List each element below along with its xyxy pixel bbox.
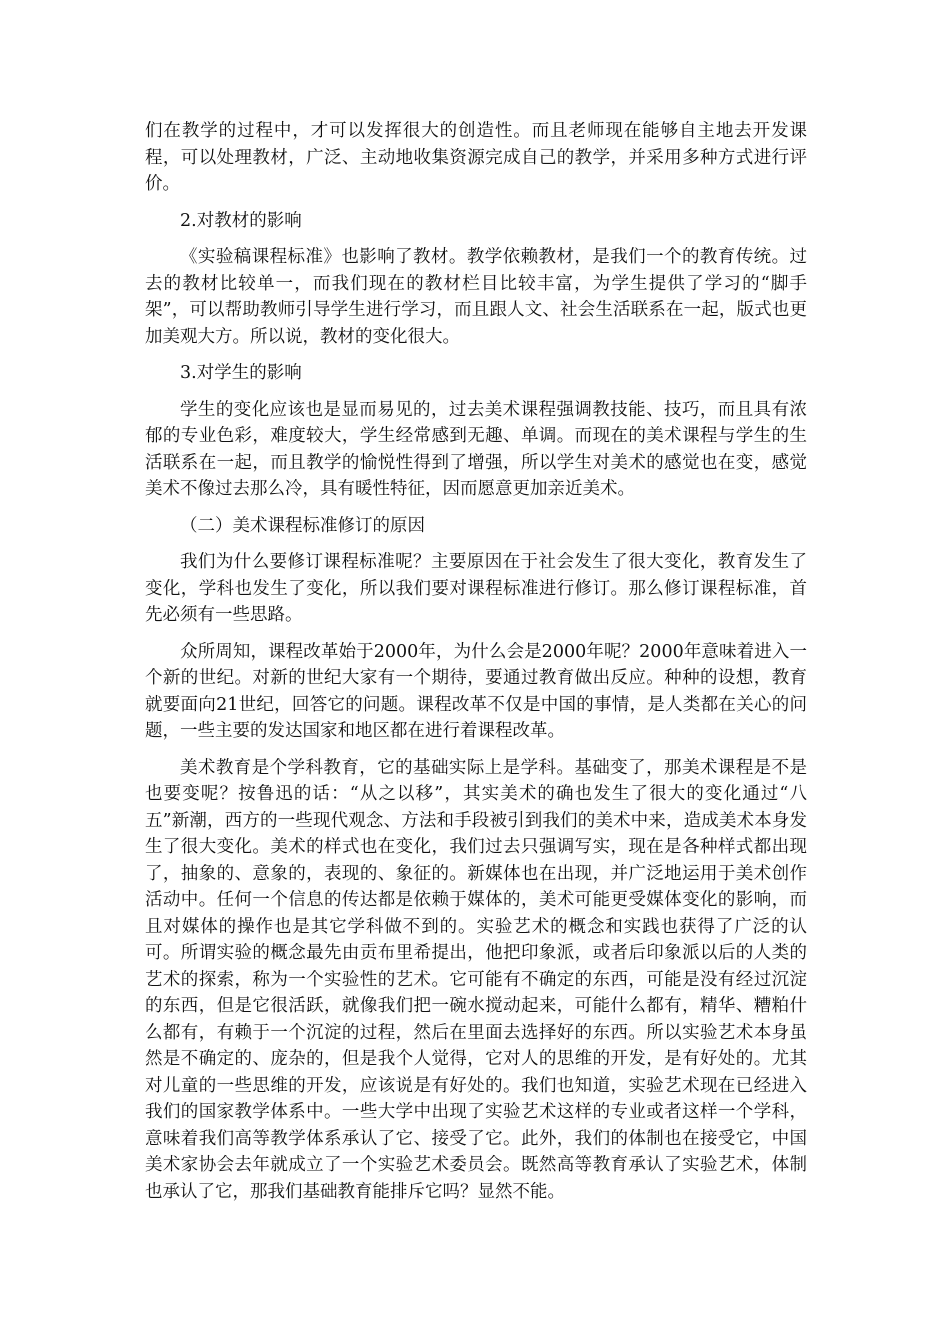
paragraph-textbook: 《实验稿课程标准》也影响了教材。教学依赖教材，是我们一个的教育传统。过去的教材比较单一，而我们现在的教材栏目比较丰富，为学生提供了学习的“脚手架”，可以帮助教师引导学生进行学习，而且跟人文、社会生活联系在一起，版式也更加美观大方。所以说，教材的变化很大。 bbox=[145, 247, 807, 347]
paragraph-curriculum-reform: 众所周知，课程改革始于2000年，为什么会是2000年呢？2000年意味着进入一个新的世纪。对新的世纪大家有一个期待，要通过教育做出反应。种种的设想，教育就要面向21世纪，回答它的问题。课程改革不仅是中国的事情，是人类都在关心的问题，一些主要的发达国家和地区都在进行着课程改革。 bbox=[145, 641, 807, 741]
paragraph-why-revise: 我们为什么要修订课程标准呢？主要原因在于社会发生了很大变化，教育发生了变化，学科也发生了变化，所以我们要对课程标准进行修订。那么修订课程标准，首先必须有一些思路。 bbox=[145, 552, 807, 625]
paragraph-art-education: 美术教育是个学科教育，它的基础实际上是学科。基础变了，那美术课程是不是也要变呢？按鲁迅的话：“从之以移”，其实美术的确也发生了很大的变化通过“八五”新潮，西方的一些现代观念、方法和手段被引到我们的美术中来，造成美术本身发生了很大变化。美术的样式也在变化，我们过去只强调写实，现在是各种样式都出现了，抽象的、意象的，表现的、象征的。新媒体也在出现，并广泛地运用于美术创作活动中。任何一个信息的传达都是依赖于媒体的，美术可能更受媒体变化的影响，而且对媒体的操作也是其它学科做不到的。实验艺术的概念和实践也获得了广泛的认可。所谓实验的概念最先由贡布里希提出，他把印象派，或者后印象派以后的人类的艺术的探索，称为一个实验性的艺术。它可能有不确定的东西，可能是没有经过沉淀的东西，但是它很活跃，就像我们把一碗水搅动起来，可能什么都有，精华、糟粕什么都有，有赖于一个沉淀的过程，然后在里面去选择好的东西。所以实验艺术本身虽然是不确定的、庞杂的，但是我个人觉得，它对人的思维的开发，是有好处的。尤其对儿童的一些思维的开发，应该说是有好处的。我们也知道，实验艺术现在已经进入我们的国家教学体系中。一些大学中出现了实验艺术这样的专业或者这样一个学科，意味着我们高等教学体系承认了它、接受了它。此外，我们的体制也在接受它，中国美术家协会去年就成立了一个实验艺术委员会。既然高等教育承认了实验艺术，体制也承认了它，那我们基础教育能排斥它吗？显然不能。 bbox=[145, 757, 807, 1202]
section-heading-revision-reasons: （二）美术课程标准修订的原因 bbox=[180, 515, 425, 536]
document-body bbox=[145, 118, 807, 1215]
section-heading-textbook: 2.对教材的影响 bbox=[180, 210, 302, 231]
paragraph-students: 学生的变化应该也是显而易见的，过去美术课程强调教技能、技巧，而且具有浓郁的专业色彩，难度较大，学生经常感到无趣、单调。而现在的美术课程与学生的生活联系在一起，而且教学的愉悦性得到了增强，所以学生对美术的感觉也在变，感觉美术不像过去那么冷，具有暖性特征，因而愿意更加亲近美术。 bbox=[145, 399, 807, 499]
paragraph-continuation: 们在教学的过程中，才可以发挥很大的创造性。而且老师现在能够自主地去开发课程，可以处理教材，广泛、主动地收集资源完成自己的教学，并采用多种方式进行评价。 bbox=[145, 121, 807, 194]
section-heading-students: 3.对学生的影响 bbox=[180, 363, 302, 383]
